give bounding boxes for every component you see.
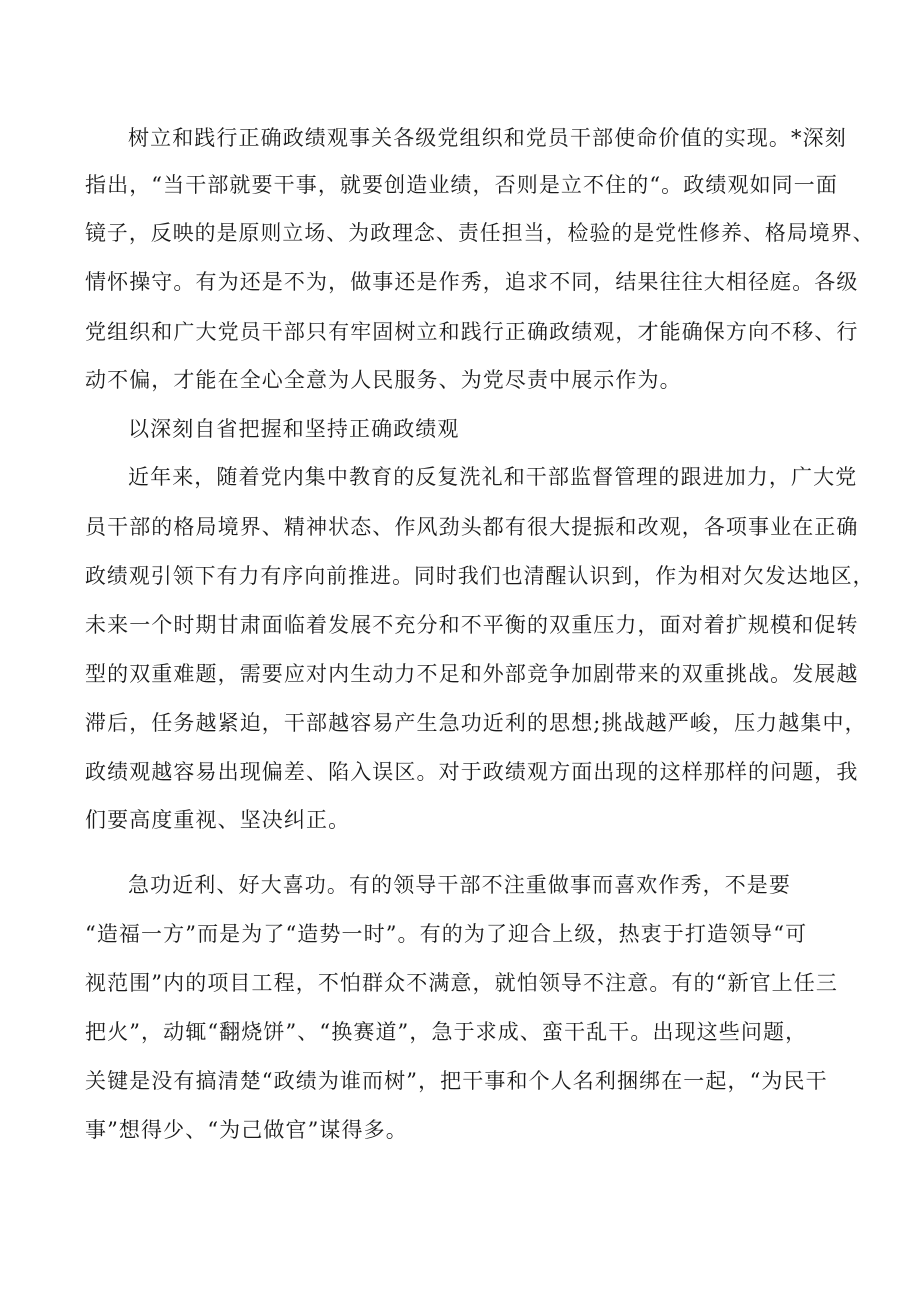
paragraph-4-line-5: 关键是没有搞清楚“政绩为谁而树”，把干事和个人名利捆绑在一起，“为民干 xyxy=(85,1069,828,1093)
paragraph-4-line-1: 急功近利、好大喜功。有的领导干部不注重做事而喜欢作秀，不是要 xyxy=(128,873,791,897)
paragraph-4-line-3: 视范围”内的项目工程，不怕群众不满意，就怕领导不注意。有的“新官上任三 xyxy=(85,971,838,995)
paragraph-1-line-5: 党组织和广大党员干部只有牢固树立和践行正确政绩观，才能确保方向不移、行 xyxy=(85,320,859,344)
paragraph-4-line-2: “造福一方”而是为了“造势一时”。有的为了迎合上级，热衷于打造领导“可 xyxy=(85,922,808,946)
paragraph-3-line-1: 近年来，随着党内集中教育的反复洗礼和干部监督管理的跟进加力，广大党 xyxy=(128,465,858,489)
paragraph-3-line-4: 未来一个时期甘肃面临着发展不充分和不平衡的双重压力，面对着扩规模和促转 xyxy=(85,613,859,637)
paragraph-4-line-6: 事”想得少、“为己做官”谋得多。 xyxy=(85,1118,408,1142)
paragraph-1-line-6: 动不偏，才能在全心全意为人民服务、为党尽责中展示作为。 xyxy=(85,368,682,392)
paragraph-1-line-3: 镜子，反映的是原则立场、为政理念、责任担当，检验的是党性修养、格局境界、 xyxy=(85,221,875,245)
paragraph-3-line-5: 型的双重难题，需要应对内生动力不足和外部竞争加剧带来的双重挑战。发展越 xyxy=(85,662,859,686)
paragraph-1-line-2: 指出，“当干部就要干事，就要创造业绩，否则是立不住的“。政绩观如同一面 xyxy=(85,173,838,197)
section-heading-text: 以深刻自省把握和坚持正确政绩观 xyxy=(128,417,460,441)
paragraph-3-line-2: 员干部的格局境界、精神状态、作风劲头都有很大提振和改观，各项事业在正确 xyxy=(85,515,859,539)
paragraph-3-line-8: 们要高度重视、坚决纠正。 xyxy=(85,808,351,832)
paragraph-3-line-7: 政绩观越容易出现偏差、陷入误区。对于政绩观方面出现的这样那样的问题，我 xyxy=(85,760,859,784)
paragraph-3-line-3: 政绩观引领下有力有序向前推进。同时我们也清醒认识到，作为相对欠发达地区， xyxy=(85,564,875,588)
paragraph-4-line-4: 把火”，动辄“翻烧饼”、“换赛道”，急于求成、蛮干乱干。出现这些问题， xyxy=(85,1020,808,1044)
paragraph-1-line-1: 树立和践行正确政绩观事关各级党组织和党员干部使命价值的实现。*深刻 xyxy=(128,126,847,150)
paragraph-1-line-4: 情怀操守。有为还是不为，做事还是作秀，追求不同，结果往往大相径庭。各级 xyxy=(85,270,859,294)
paragraph-3-line-6: 滞后，任务越紧迫，干部越容易产生急功近利的思想;挑战越严峻，压力越集中， xyxy=(85,711,867,735)
